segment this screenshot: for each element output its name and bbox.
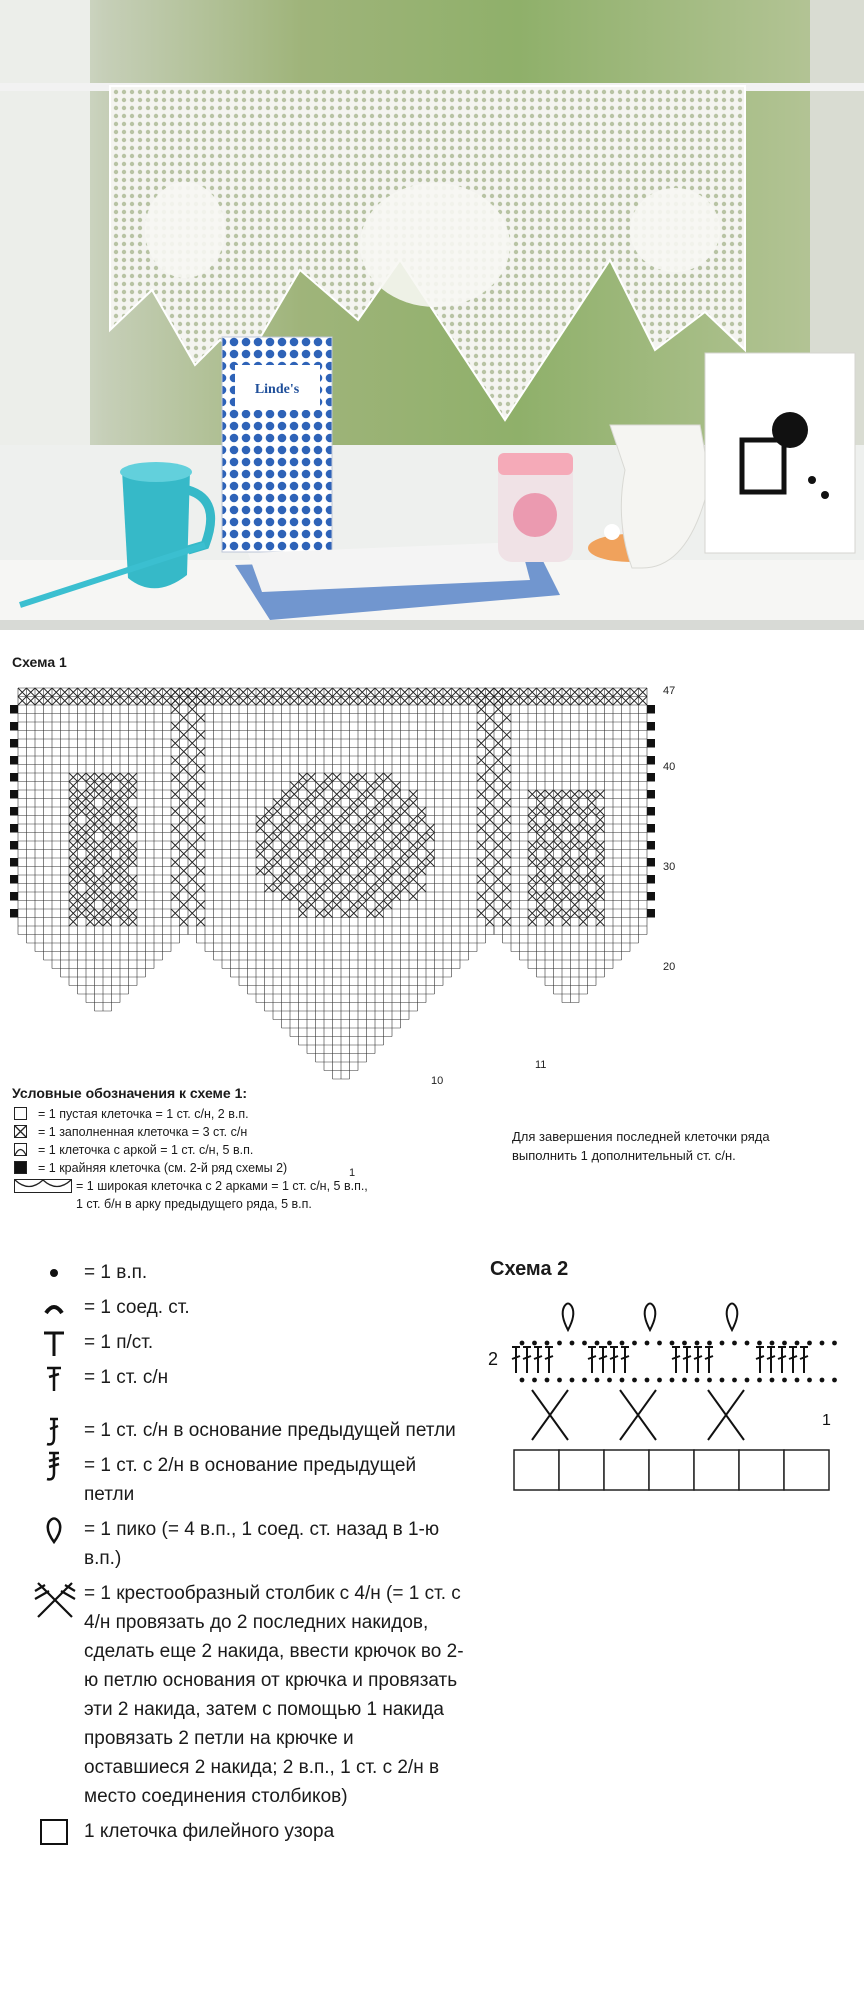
double-crochet-stitch xyxy=(778,1347,786,1373)
legend-cross-stitch: = 1 крестообразный столбик с 4/н (= 1 ст. с 4/н провязать до 2 последних накидов, сделать еще 2 накида, ввести крючок во 2-ю петлю основания от крючка и провязать эти 2 накида, затем с помощью 1 накида провязать 2 петли на крючке и оставшиеся 2 накида; 2 в.п., 1 ст. с 2/н в место соединения столбиков) xyxy=(24,1579,464,1811)
chain-dot xyxy=(582,1378,587,1383)
chain-dot xyxy=(770,1341,775,1346)
chain-dot xyxy=(832,1378,837,1383)
double-crochet-stitch xyxy=(512,1347,520,1373)
treble-base-icon xyxy=(32,1451,78,1481)
double-crochet-stitch xyxy=(610,1347,618,1373)
legend-wide-cell: = 1 широкая клеточка с 2 арками = 1 ст. с/н, 5 в.п., 1 ст. б/н в арку предыдущего ряда, 5 в.п. xyxy=(14,1177,374,1213)
double-crochet-stitch xyxy=(534,1347,542,1373)
chain-dot xyxy=(532,1378,537,1383)
chain-dot xyxy=(682,1341,687,1346)
double-crochet-icon xyxy=(32,1363,78,1393)
cross-stitch xyxy=(532,1390,568,1440)
edge-cell-icon xyxy=(14,1161,27,1174)
chain-dot xyxy=(732,1341,737,1346)
empty-cell-icon xyxy=(14,1107,27,1120)
row-number-label: 1 xyxy=(349,1167,356,1179)
chain-dot xyxy=(807,1341,812,1346)
chain-dot xyxy=(595,1341,600,1346)
chain-dot xyxy=(832,1341,837,1346)
legend-empty-cell: = 1 пустая клеточка = 1 ст. с/н, 2 в.п. xyxy=(14,1105,374,1123)
chain-dot xyxy=(570,1378,575,1383)
chain-dot xyxy=(745,1378,750,1383)
chain-dot xyxy=(757,1378,762,1383)
chain-dot xyxy=(670,1341,675,1346)
curtain-photo xyxy=(0,0,864,630)
double-crochet-stitch xyxy=(672,1347,680,1373)
row-number-label: 10 xyxy=(431,1075,444,1087)
chain-dot xyxy=(557,1341,562,1346)
cross-stitch xyxy=(620,1390,656,1440)
cross-stitch-icon xyxy=(32,1579,78,1619)
legend1-title: Условные обозначения к схеме 1: xyxy=(12,1085,248,1101)
legend2 xyxy=(24,1258,464,1852)
double-crochet-stitch xyxy=(683,1347,691,1373)
chain-dot xyxy=(782,1378,787,1383)
chain-dot xyxy=(670,1378,675,1383)
scheme1-title: Схема 1 xyxy=(12,654,67,670)
chain-dot xyxy=(570,1341,575,1346)
row-number-label: 30 xyxy=(663,861,676,873)
picot xyxy=(645,1304,656,1331)
legend-edge-cell: = 1 крайняя клеточка (см. 2-й ряд схемы 2) xyxy=(14,1159,374,1177)
row-number-label: 11 xyxy=(535,1059,547,1071)
row-number-label: 40 xyxy=(663,761,676,773)
chain-dot xyxy=(820,1341,825,1346)
chain-dot xyxy=(720,1378,725,1383)
cross-stitch xyxy=(708,1390,744,1440)
filet-cell-icon xyxy=(32,1817,78,1847)
chain-dot xyxy=(820,1378,825,1383)
legend-arch-cell: = 1 клеточка с аркой = 1 ст. с/н, 5 в.п. xyxy=(14,1141,374,1159)
chain-dot xyxy=(545,1378,550,1383)
legend-tr-base: = 1 ст. с 2/н в основание предыдущей петли xyxy=(24,1451,464,1509)
chain-dot xyxy=(782,1341,787,1346)
chain-dot xyxy=(532,1341,537,1346)
scheme2-diagram xyxy=(480,1285,860,1500)
double-crochet-stitch xyxy=(621,1347,629,1373)
legend1 xyxy=(14,1105,374,1213)
legend-slip-stitch: = 1 соед. ст. xyxy=(24,1293,464,1322)
chain-dot xyxy=(795,1378,800,1383)
row-number-label: 47 xyxy=(663,685,676,697)
slip-stitch-icon xyxy=(32,1293,78,1323)
box-brand: Linde's xyxy=(254,382,300,397)
chain-dot xyxy=(745,1341,750,1346)
chain-dot xyxy=(632,1378,637,1383)
legend-dc-base: = 1 ст. с/н в основание предыдущей петли xyxy=(24,1416,464,1445)
chain-dot xyxy=(770,1378,775,1383)
picot xyxy=(563,1304,574,1331)
chain-dot xyxy=(757,1341,762,1346)
chain-dot xyxy=(520,1341,525,1346)
chain-dot xyxy=(595,1378,600,1383)
double-crochet-stitch xyxy=(789,1347,797,1373)
chain-dot xyxy=(620,1378,625,1383)
picots xyxy=(563,1304,738,1331)
chain-dot xyxy=(632,1341,637,1346)
double-crochet-stitch xyxy=(599,1347,607,1373)
double-crochet-stitch xyxy=(705,1347,713,1373)
chain-dot xyxy=(645,1341,650,1346)
chain-dot xyxy=(545,1341,550,1346)
chain-dot xyxy=(795,1341,800,1346)
picot xyxy=(727,1304,738,1331)
double-crochet-stitch xyxy=(523,1347,531,1373)
row-label: 2 xyxy=(488,1349,499,1369)
chain-dot xyxy=(732,1378,737,1383)
double-crochet-stitch xyxy=(800,1347,808,1373)
chain-dot xyxy=(607,1341,612,1346)
completion-note: Для завершения последней клеточки ряда выполнить 1 дополнительный ст. с/н. xyxy=(512,1129,770,1163)
base-cells xyxy=(514,1450,829,1490)
chain-dot xyxy=(695,1378,700,1383)
chain-dot xyxy=(720,1341,725,1346)
legend-chain-stitch: = 1 в.п. xyxy=(24,1258,464,1287)
arch-cell-icon xyxy=(14,1143,27,1156)
wide-cell-icon xyxy=(14,1179,72,1198)
chain-dot xyxy=(657,1341,662,1346)
double-crochet-stitch xyxy=(756,1347,764,1373)
row-number-label: 20 xyxy=(663,961,676,973)
chain-dot xyxy=(620,1341,625,1346)
chain-dot xyxy=(607,1378,612,1383)
legend-picot: = 1 пико (= 4 в.п., 1 соед. ст. назад в 1-ю в.п.) xyxy=(24,1515,464,1573)
legend-double-crochet: = 1 ст. с/н xyxy=(24,1363,464,1392)
double-crochet-stitch xyxy=(545,1347,553,1373)
filled-cell-icon xyxy=(14,1125,27,1138)
chain-dot xyxy=(682,1378,687,1383)
chain-dot xyxy=(695,1341,700,1346)
legend-filled-cell: = 1 заполненная клеточка = 3 ст. с/н xyxy=(14,1123,374,1141)
double-crochet-stitch xyxy=(767,1347,775,1373)
chain-dot xyxy=(707,1378,712,1383)
picot-icon xyxy=(32,1515,78,1545)
chain-dot xyxy=(582,1341,587,1346)
chain-dot xyxy=(657,1378,662,1383)
chain-dot xyxy=(807,1378,812,1383)
double-crochet-stitch xyxy=(588,1347,596,1373)
chain-dot xyxy=(557,1378,562,1383)
dc-base-icon xyxy=(32,1416,78,1446)
row-label: 1 xyxy=(822,1412,831,1429)
chain-dot xyxy=(707,1341,712,1346)
half-double-icon xyxy=(32,1328,78,1358)
chain-dot-icon xyxy=(32,1258,78,1288)
double-crochet-stitch xyxy=(694,1347,702,1373)
chain-dot xyxy=(645,1378,650,1383)
row2-stitches xyxy=(512,1347,808,1373)
cross-stitches xyxy=(532,1390,744,1440)
legend-half-double: = 1 п/ст. xyxy=(24,1328,464,1357)
legend-filet-cell: 1 клеточка филейного узора xyxy=(24,1817,464,1846)
chain-dot xyxy=(520,1378,525,1383)
scheme2-title: Схема 2 xyxy=(490,1258,569,1280)
